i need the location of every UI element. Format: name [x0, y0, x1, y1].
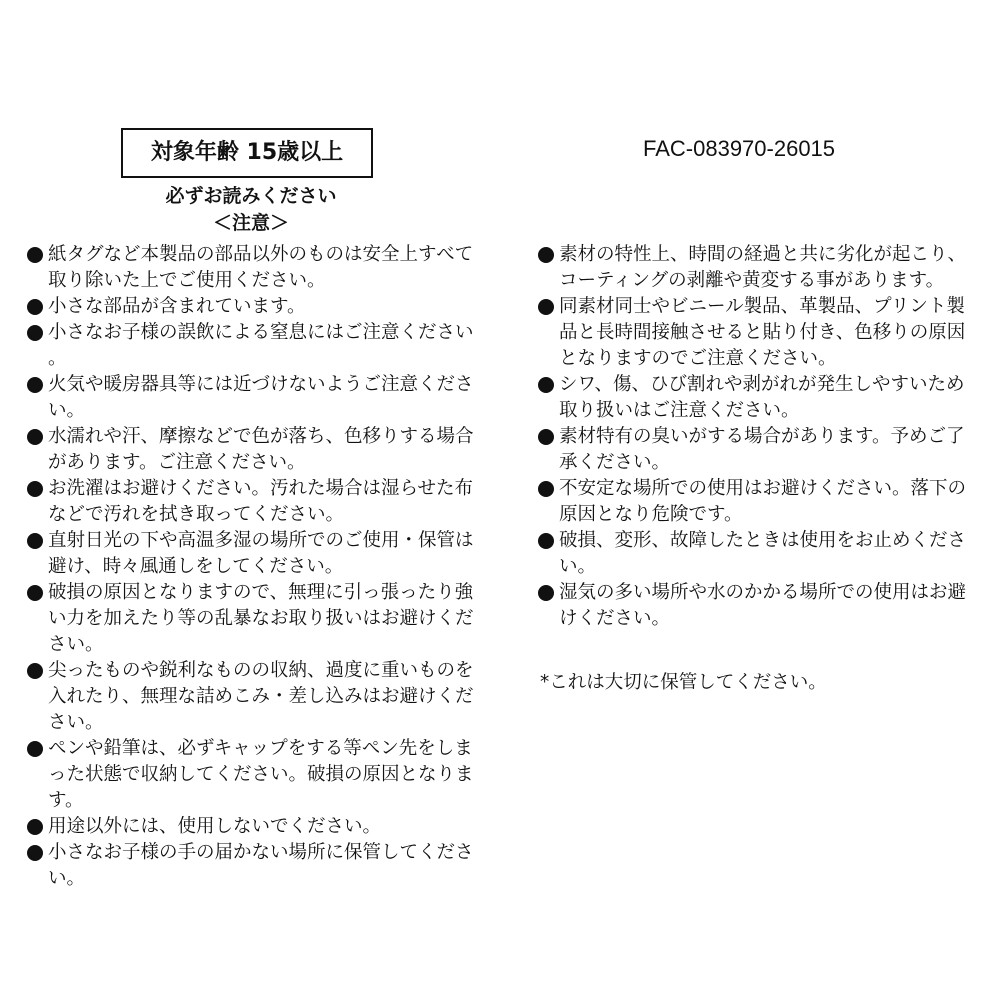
caution-item — [537, 242, 982, 294]
caution-list-left — [26, 242, 476, 892]
caution-item-text: 小さなお子様の手の届かない場所に保管してください。 — [48, 842, 474, 889]
caution-item-text: 湿気の多い場所や水のかかる場所での使用はお避けください。 — [559, 582, 967, 629]
caution-item-text: 水濡れや汗、摩擦などで色が落ち、色移りする場合があります。ご注意ください。 — [48, 426, 474, 473]
bullet-icon — [27, 299, 43, 315]
bullet-icon — [27, 585, 43, 601]
caution-item-text: シワ、傷、ひび割れや剥がれが発生しやすいため取り扱いはご注意ください。 — [559, 374, 965, 421]
caution-item — [26, 294, 476, 320]
bullet-icon — [27, 819, 43, 835]
age-rating-box — [121, 128, 373, 178]
caution-item-text: 紙タグなど本製品の部品以外のものは安全上すべて取り除いた上でご使用ください。 — [48, 244, 474, 291]
product-code: FAC-083970-26015 — [643, 136, 836, 161]
caution-item-text: 素材特有の臭いがする場合があります。予めご了承ください。 — [559, 426, 965, 473]
bullet-icon — [27, 325, 43, 341]
caution-heading: ＜注意＞ — [212, 212, 289, 234]
caution-item-text: 素材の特性上、時間の経過と共に劣化が起こり、コーティングの剥離や黄変する事があります。 — [559, 244, 967, 291]
caution-item-text: 同素材同士やビニール製品、革製品、プリント製品と長時間接触させると貼り付き、色移りの原因となりますのでご注意ください。 — [559, 296, 966, 369]
caution-item — [26, 814, 476, 840]
bullet-icon — [27, 663, 43, 679]
bullet-icon — [27, 429, 43, 445]
caution-item — [26, 320, 476, 372]
caution-item — [537, 294, 982, 372]
caution-item-text: ペンや鉛筆は、必ずキャップをする等ペン先をしまった状態で収納してください。破損の原因となります。 — [48, 738, 474, 811]
caution-item-text: 用途以外には、使用しないでください。 — [48, 816, 382, 837]
caution-item — [26, 476, 476, 528]
caution-item-text: 直射日光の下や高温多湿の場所でのご使用・保管は避け、時々風通しをしてください。 — [48, 530, 474, 577]
caution-item-text: 尖ったものや鋭利なものの収納、過度に重いものを入れたり、無理な詰めこみ・差し込みはお避けください。 — [48, 660, 474, 733]
caution-item — [26, 736, 476, 814]
bullet-icon — [538, 429, 554, 445]
caution-item — [537, 372, 982, 424]
caution-list-right — [537, 242, 982, 632]
caution-item-text: 破損、変形、故障したときは使用をお止めください。 — [559, 530, 967, 577]
bullet-icon — [27, 247, 43, 263]
bullet-icon — [538, 247, 554, 263]
caution-item — [26, 528, 476, 580]
caution-item — [537, 580, 982, 632]
caution-item — [26, 580, 476, 658]
caution-item — [26, 658, 476, 736]
bullet-icon — [27, 377, 43, 393]
caution-item — [26, 424, 476, 476]
bullet-icon — [538, 533, 554, 549]
bullet-icon — [538, 299, 554, 315]
bullet-icon — [27, 533, 43, 549]
caution-item — [26, 372, 476, 424]
caution-item — [26, 840, 476, 892]
bullet-icon — [538, 377, 554, 393]
caution-item — [26, 242, 476, 294]
caution-item-text: 破損の原因となりますので、無理に引っ張ったり強い力を加えたり等の乱暴なお取り扱いはお避けください。 — [48, 582, 474, 655]
bullet-icon — [27, 481, 43, 497]
bullet-icon — [538, 481, 554, 497]
caution-item-text: 火気や暖房器具等には近づけないようご注意ください。 — [48, 374, 474, 421]
caution-item — [537, 528, 982, 580]
bullet-icon — [27, 845, 43, 861]
age-rating-label: 対象年齢 15歳以上 — [150, 140, 344, 165]
caution-item-text: 小さな部品が含まれています。 — [48, 296, 306, 317]
caution-item — [537, 424, 982, 476]
caution-item-text: 不安定な場所での使用はお避けください。落下の原因となり危険です。 — [559, 478, 967, 525]
caution-item — [537, 476, 982, 528]
bullet-icon — [27, 741, 43, 757]
caution-item-text: 小さなお子様の誤飲による窒息にはご注意ください。 — [48, 322, 474, 369]
storage-note: *これは大切に保管してください。 — [540, 672, 827, 693]
bullet-icon — [538, 585, 554, 601]
caution-item-text: お洗濯はお避けください。汚れた場合は湿らせた布などで汚れを拭き取ってください。 — [48, 478, 473, 525]
read-notice-heading: 必ずお読みください — [165, 185, 337, 207]
